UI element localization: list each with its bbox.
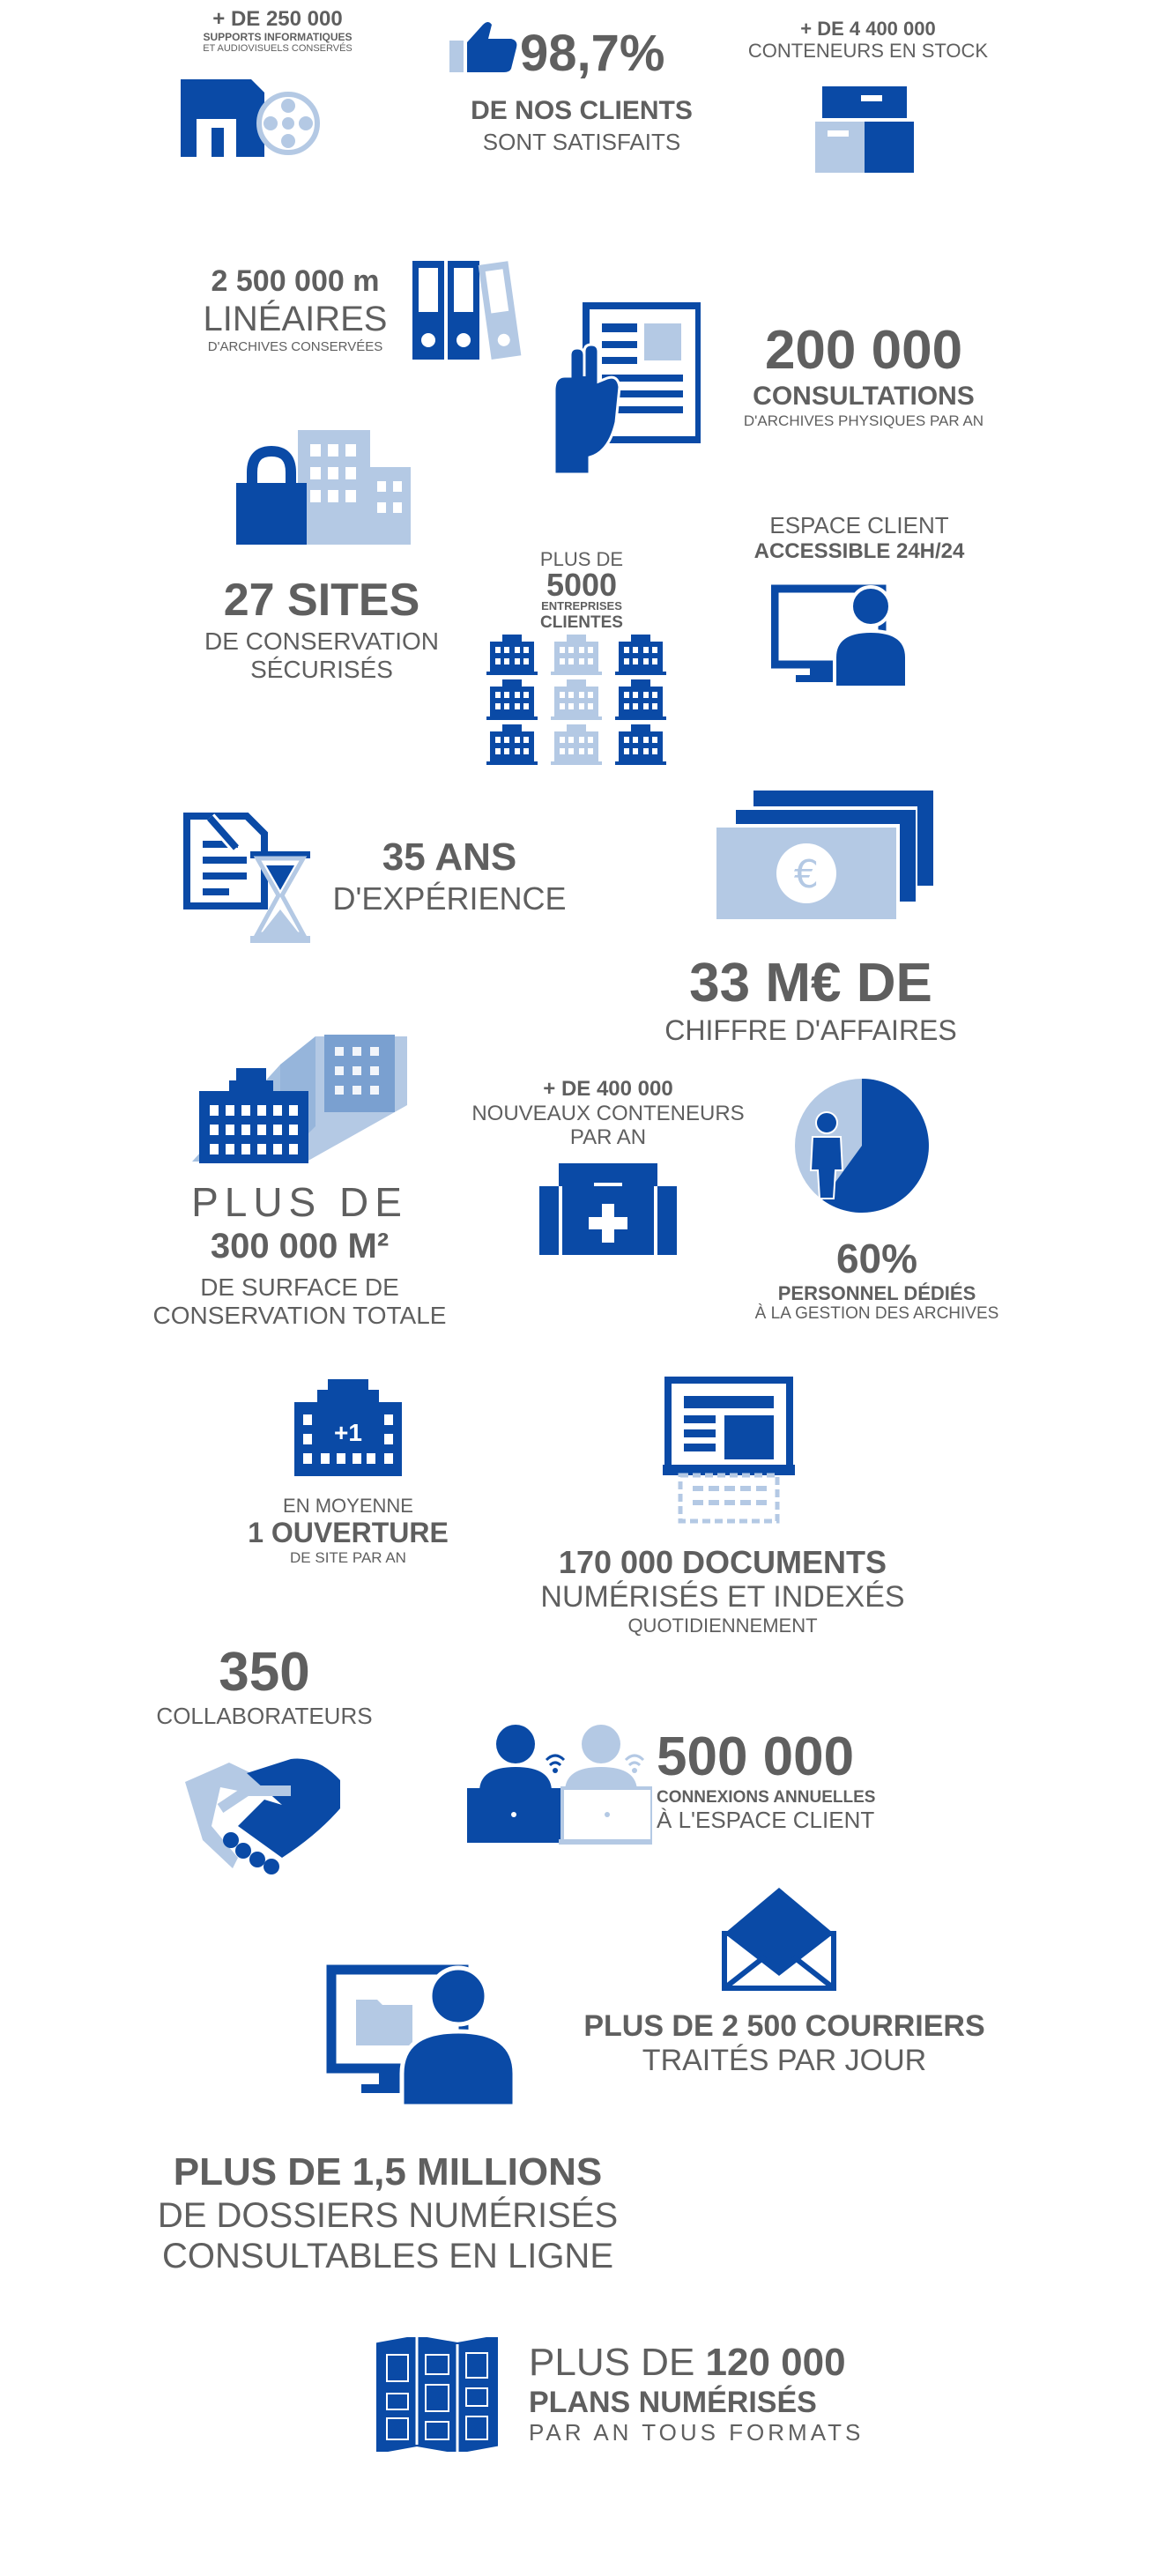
stat-consultations-label: CONSULTATIONS xyxy=(753,382,975,412)
stat-surface-sub: CONSERVATION TOTALE xyxy=(152,1302,447,1330)
stat-experience-value: 35 ANS xyxy=(382,835,517,879)
euro-banknotes-icon xyxy=(709,789,939,923)
box-plus-icon xyxy=(539,1163,677,1255)
stat-stock-value: + DE 4 400 000 xyxy=(800,18,936,40)
stat-personnel-text xyxy=(731,1236,1022,1324)
stat-surface-text xyxy=(141,1179,458,1330)
stat-documents-sub: QUOTIDIENNEMENT xyxy=(627,1615,818,1637)
envelope-icon xyxy=(721,1884,837,1992)
stat-personnel-value: 60% xyxy=(835,1236,918,1281)
stat-espace-client-label: ESPACE CLIENT xyxy=(769,512,949,538)
stat-entreprises-prefix: PLUS DE xyxy=(539,548,624,570)
stat-entreprises-value: 5000 xyxy=(546,567,618,604)
stat-ca-value: 33 M€ DE xyxy=(689,953,932,1013)
stat-satisfaction-sub: SONT SATISFAITS xyxy=(482,129,681,156)
stat-lineaires-text xyxy=(189,264,401,354)
document-hourglass-icon xyxy=(183,813,315,947)
stat-supports-label: SUPPORTS INFORMATIQUES xyxy=(203,30,353,43)
stat-surface-label: DE SURFACE DE xyxy=(200,1273,399,1301)
stat-plans-sub: PAR AN TOUS FORMATS xyxy=(529,2418,865,2446)
stat-nouveaux-sub: PAR AN xyxy=(569,1125,647,1150)
stat-courriers-value: PLUS DE 2 500 COURRIERS xyxy=(583,2009,985,2043)
stat-connexions-sub: À L'ESPACE CLIENT xyxy=(657,1807,875,1834)
stat-ca-label: CHIFFRE D'AFFAIRES xyxy=(664,1014,957,1047)
stat-plans-prefix: PLUS DE xyxy=(529,2341,706,2384)
lock-building-icon xyxy=(236,423,411,545)
stat-plans-text xyxy=(529,2341,899,2446)
stat-dossiers-value: PLUS DE 1,5 MILLIONS xyxy=(173,2150,603,2194)
stat-satisfaction-value: 98,7% xyxy=(520,25,665,82)
stat-sites-text xyxy=(189,575,454,684)
stat-dossiers-text xyxy=(123,2150,652,2276)
stat-supports-sub: ET AUDIOVISUELS CONSERVÉS xyxy=(203,43,353,55)
stat-ouverture-label: EN MOYENNE xyxy=(283,1495,413,1517)
stat-consultations-value: 200 000 xyxy=(764,320,963,381)
stat-supports-value: + DE 250 000 xyxy=(212,7,343,31)
stat-consultations-sub: D'ARCHIVES PHYSIQUES PAR AN xyxy=(743,412,984,429)
svg-text:€: € xyxy=(794,852,819,897)
warehouse-icon xyxy=(192,1029,412,1170)
stat-satisfaction-label: DE NOS CLIENTS xyxy=(471,95,693,125)
stat-collaborateurs-label: COLLABORATEURS xyxy=(156,1703,373,1730)
users-laptops-icon xyxy=(467,1723,652,1846)
stat-espace-client-sub: ACCESSIBLE 24H/24 xyxy=(753,538,965,563)
stat-ouverture-sub: DE SITE PAR AN xyxy=(290,1549,406,1567)
stat-consultations-text xyxy=(705,319,1022,429)
person-pie-icon xyxy=(791,1077,929,1218)
stat-surface-prefix: PLUS DE xyxy=(191,1179,408,1225)
stat-collaborateurs-text xyxy=(141,1641,388,1730)
stat-nouveaux-label: NOUVEAUX CONTENEURS xyxy=(471,1101,745,1125)
stat-entreprises-text xyxy=(502,548,661,633)
stat-espace-client-text xyxy=(714,513,1005,563)
scanner-icon xyxy=(663,1377,795,1525)
stat-ouverture-text xyxy=(203,1495,494,1567)
stat-ca-text xyxy=(643,952,978,1047)
stat-connexions-label: CONNEXIONS ANNUELLES xyxy=(657,1788,876,1808)
stat-stock-label: CONTENEURS EN STOCK xyxy=(747,40,989,63)
stat-sites-label: DE CONSERVATION xyxy=(204,627,440,655)
stat-supports-text xyxy=(137,7,419,55)
buildings-grid-icon xyxy=(486,635,667,765)
plus-one-badge: +1 xyxy=(334,1419,362,1446)
stat-nouveaux-text xyxy=(458,1077,758,1150)
stat-courriers-text xyxy=(546,2009,1022,2078)
stat-dossiers-sub: CONSULTABLES EN LIGNE xyxy=(162,2236,613,2275)
stat-experience-label: D'EXPÉRIENCE xyxy=(332,880,567,917)
stat-entreprises-sub: CLIENTES xyxy=(540,613,623,633)
stat-sites-value: 27 SITES xyxy=(223,575,420,626)
handshake-icon xyxy=(185,1756,344,1879)
stat-personnel-sub: À LA GESTION DES ARCHIVES xyxy=(754,1304,999,1324)
stat-documents-text xyxy=(516,1544,930,1637)
stat-experience-text xyxy=(317,835,582,917)
stat-nouveaux-value: + DE 400 000 xyxy=(543,1077,673,1101)
archive-box-icon xyxy=(815,86,914,173)
stat-connexions-value: 500 000 xyxy=(657,1726,855,1787)
folded-map-icon xyxy=(375,2337,500,2452)
stat-personnel-label: PERSONNEL DÉDIÉS xyxy=(777,1281,976,1304)
floppy-film-reel-icon xyxy=(181,79,330,159)
stat-sites-sub: SÉCURISÉS xyxy=(250,655,393,683)
stat-lineaires-label: LINÉAIRES xyxy=(203,300,388,339)
stat-entreprises-label: ENTREPRISES xyxy=(541,599,622,613)
stat-surface-value: 300 000 M² xyxy=(210,1226,390,1266)
stat-plans-label: PLANS NUMÉRISÉS xyxy=(529,2385,817,2419)
stat-documents-value: 170 000 DOCUMENTS xyxy=(558,1544,887,1580)
stat-courriers-label: TRAITÉS PAR JOUR xyxy=(642,2044,927,2078)
stat-lineaires-value: 2 500 000 m xyxy=(211,264,380,298)
binders-icon xyxy=(412,257,527,363)
building-plus-one-icon xyxy=(291,1379,405,1476)
stat-collaborateurs-value: 350 xyxy=(219,1642,310,1703)
user-folder-monitor-icon xyxy=(326,1961,518,2106)
stat-connexions-text xyxy=(657,1726,921,1834)
user-monitor-icon xyxy=(771,582,910,687)
stat-satisfaction-text xyxy=(423,25,740,156)
stat-ouverture-value: 1 OUVERTURE xyxy=(248,1517,449,1549)
stat-dossiers-label: DE DOSSIERS NUMÉRISÉS xyxy=(157,2195,619,2235)
stat-documents-label: NUMÉRISÉS ET INDEXÉS xyxy=(540,1580,905,1615)
hand-document-icon xyxy=(551,302,701,474)
stat-plans-value: 120 000 xyxy=(705,2341,846,2384)
stat-lineaires-sub: D'ARCHIVES CONSERVÉES xyxy=(207,339,383,355)
stat-stock-text xyxy=(723,18,1013,63)
